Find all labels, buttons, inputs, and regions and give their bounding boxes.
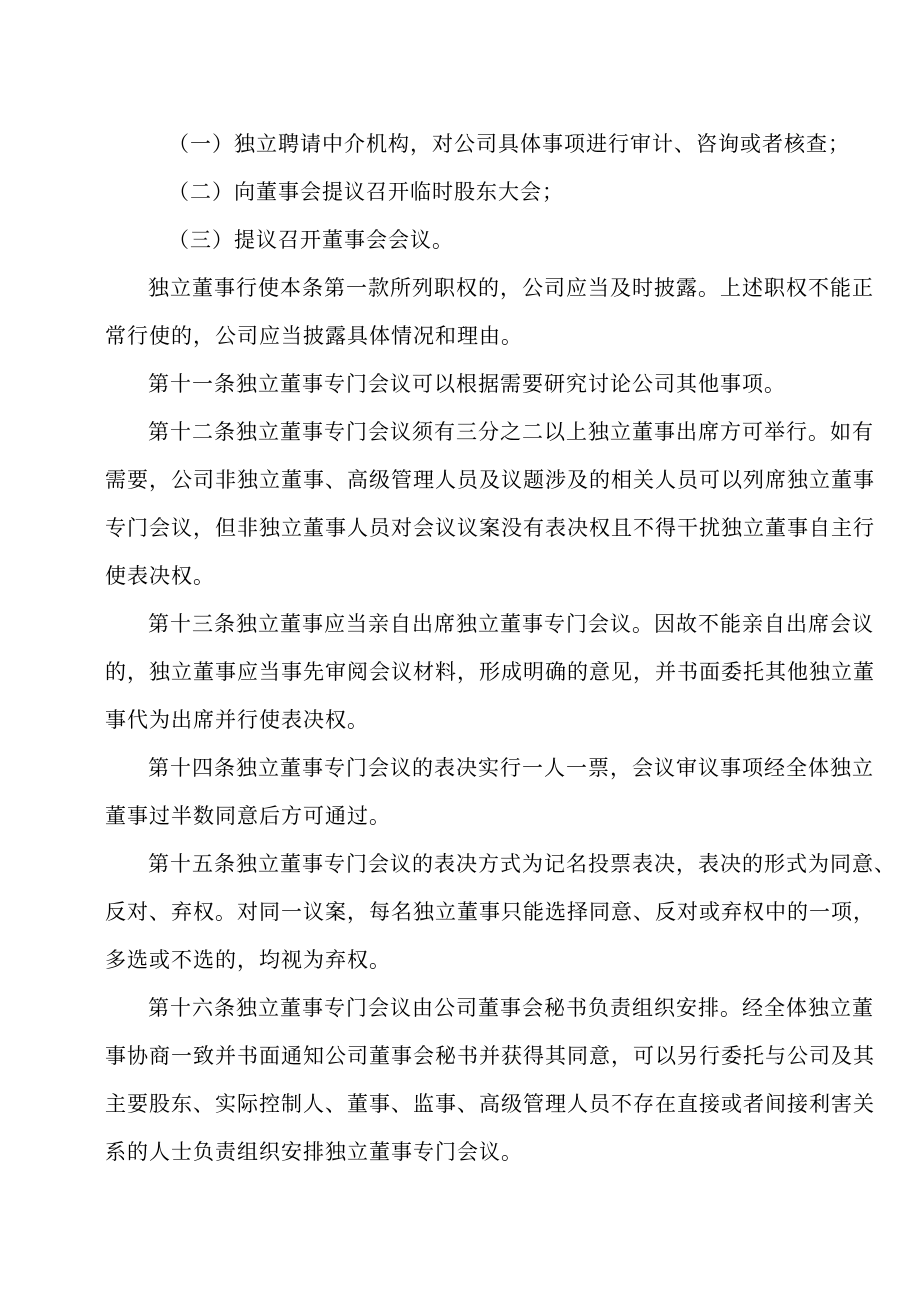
paragraph-line: 事代为出席并行使表决权。 [105,708,369,732]
paragraph-line: 常行使的，公司应当披露具体情况和理由。 [105,324,523,348]
list-item-3: （三）提议召开董事会会议。 [168,228,454,252]
paragraph-line: 董事过半数同意后方可通过。 [105,804,391,828]
paragraph-line: 独立董事行使本条第一款所列职权的，公司应当及时披露。上述职权不能正 [148,276,874,300]
article-13: 第十三条独立董事应当亲自出席独立董事专门会议。因故不能亲自出席会议 [148,612,874,636]
paragraph-line: 使表决权。 [105,564,215,588]
paragraph-line: 专门会议，但非独立董事人员对会议议案没有表决权且不得干扰独立董事自主行 [105,516,875,540]
list-item-2: （二）向董事会提议召开临时股东大会； [168,180,564,204]
paragraph-line: 多选或不选的，均视为弃权。 [105,948,391,972]
article-16: 第十六条独立董事专门会议由公司董事会秘书负责组织安排。经全体独立董 [148,996,874,1020]
paragraph-line: 需要，公司非独立董事、高级管理人员及议题涉及的相关人员可以列席独立董事 [105,468,875,492]
paragraph-line: 事协商一致并书面通知公司董事会秘书并获得其同意，可以另行委托与公司及其 [105,1044,875,1068]
paragraph-line: 的，独立董事应当事先审阅会议材料，形成明确的意见，并书面委托其他独立董 [105,660,875,684]
article-12: 第十二条独立董事专门会议须有三分之二以上独立董事出席方可举行。如有 [148,420,874,444]
paragraph-line: 系的人士负责组织安排独立董事专门会议。 [105,1140,523,1164]
list-item-1: （一）独立聘请中介机构，对公司具体事项进行审计、咨询或者核查； [168,132,850,156]
paragraph-line: 主要股东、实际控制人、董事、监事、高级管理人员不存在直接或者间接利害关 [105,1092,875,1116]
article-14: 第十四条独立董事专门会议的表决实行一人一票，会议审议事项经全体独立 [148,756,874,780]
paragraph-line: 反对、弃权。对同一议案，每名独立董事只能选择同意、反对或弃权中的一项， [105,900,875,924]
article-15: 第十五条独立董事专门会议的表决方式为记名投票表决，表决的形式为同意、 [148,852,896,876]
article-11: 第十一条独立董事专门会议可以根据需要研究讨论公司其他事项。 [148,372,786,396]
